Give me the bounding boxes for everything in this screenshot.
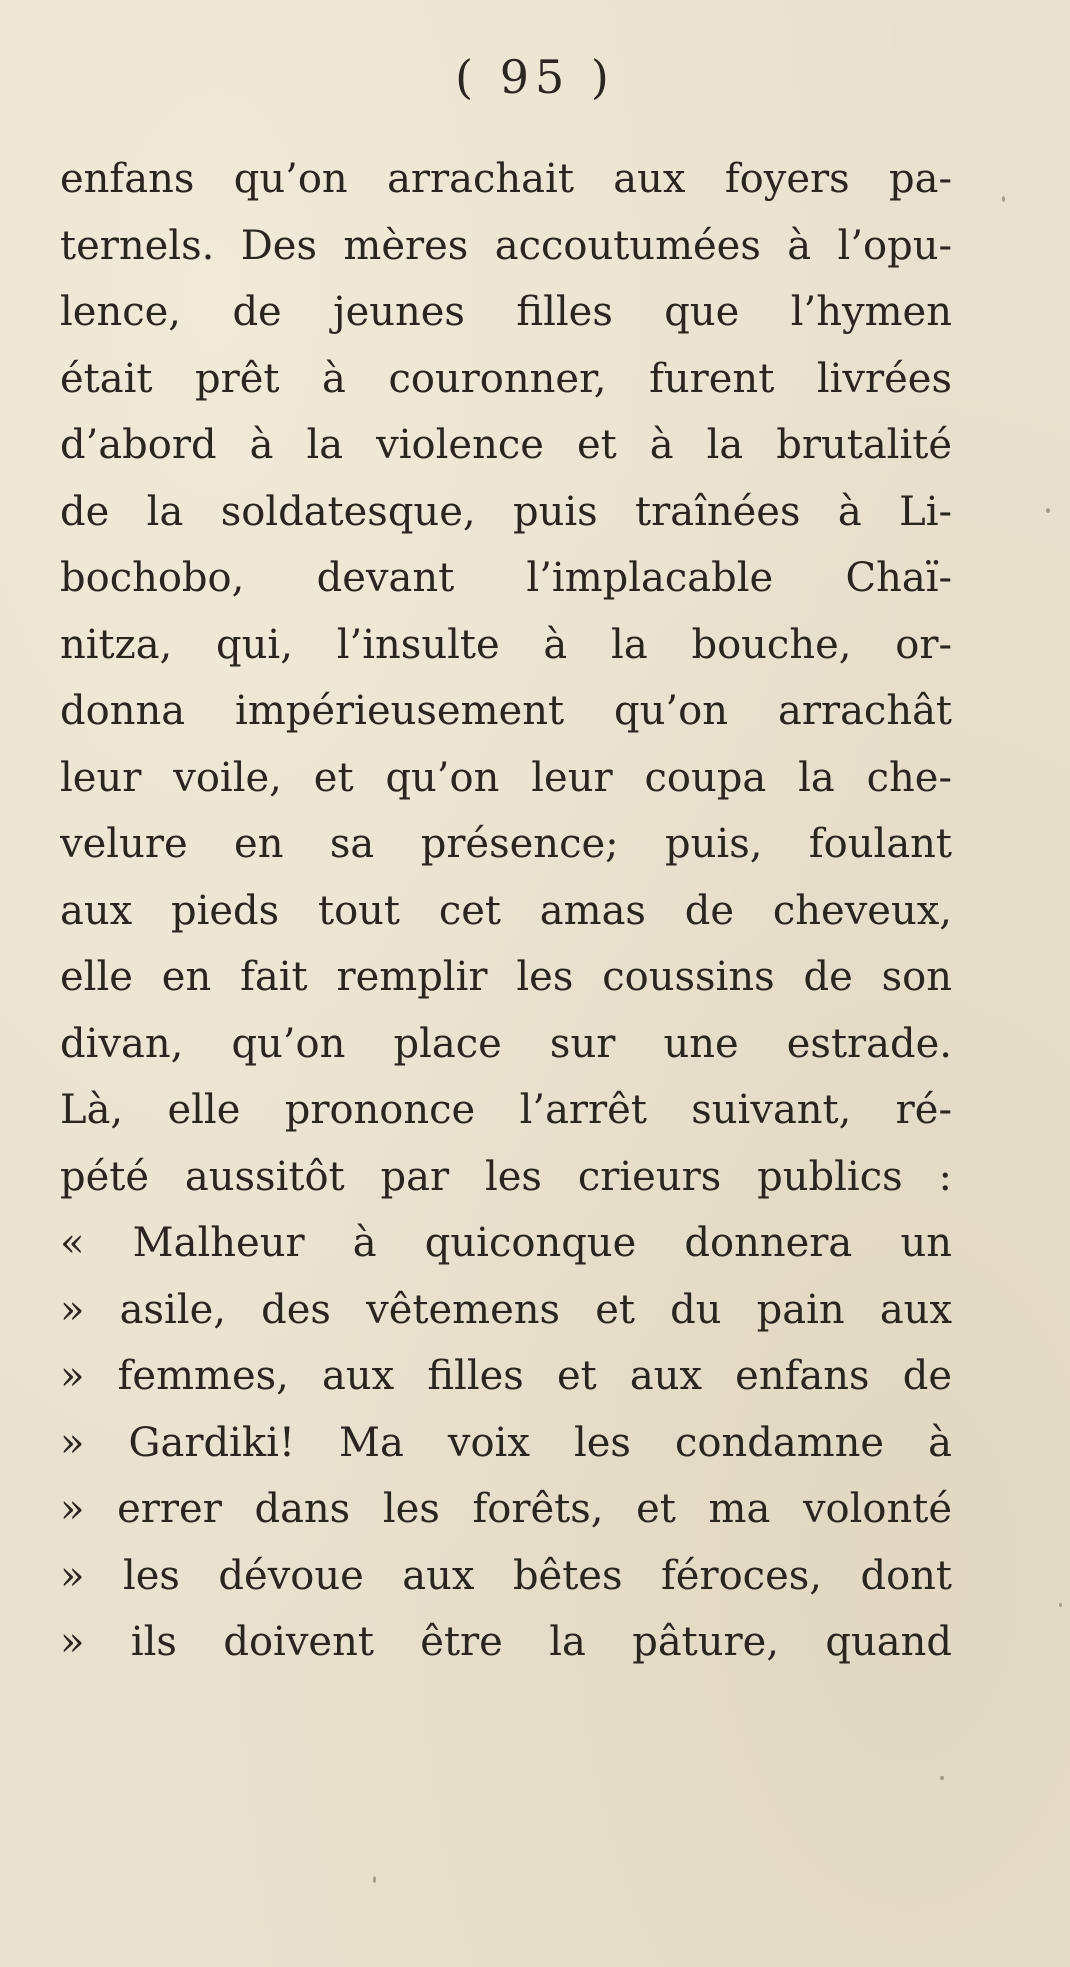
text-line: ternels. Des mères accoutumées à l’opu- (60, 222, 952, 269)
text-line: divan, qu’on place sur une estrade. (60, 1020, 952, 1067)
text-line: enfans qu’on arrachait aux foyers pa- (60, 156, 952, 202)
page-number: ( 95 ) (455, 50, 615, 104)
text-line: » asile, des vêtemens et du pain aux (60, 1286, 952, 1333)
text-line: » femmes, aux filles et aux enfans de (60, 1353, 952, 1399)
text-line: leur voile, et qu’on leur coupa la che- (60, 754, 952, 801)
text-line: était prêt à couronner, furent livrées (60, 355, 952, 402)
paper-speck (373, 1876, 376, 1883)
text-line: lence, de jeunes filles que l’hymen (60, 289, 952, 335)
text-line: » les dévoue aux bêtes féroces, dont (60, 1552, 952, 1599)
text-line: » Gardiki! Ma voix les condamne à (60, 1419, 952, 1466)
text-line: » ils doivent être la pâture, quand (60, 1619, 952, 1665)
body-text (60, 146, 952, 1676)
text-line: Là, elle prononce l’arrêt suivant, ré- (60, 1087, 952, 1133)
text-line: donna impérieusement qu’on arrachât (60, 688, 952, 734)
paper-speck (1002, 196, 1005, 202)
text-line: de la soldatesque, puis traînées à Li- (60, 488, 952, 535)
text-line: velure en sa présence; puis, foulant (60, 821, 952, 867)
text-line: pété aussitôt par les crieurs publics : (60, 1153, 952, 1200)
paper-speck (1046, 508, 1050, 513)
text-line: bochobo, devant l’implacable Chaï- (60, 555, 952, 601)
text-line: nitza, qui, l’insulte à la bouche, or- (60, 621, 952, 668)
text-line: « Malheur à quiconque donnera un (60, 1220, 952, 1266)
text-line: d’abord à la violence et à la brutalité (60, 422, 952, 468)
text-line: aux pieds tout cet amas de cheveux, (60, 887, 952, 934)
paper-speck (1059, 1603, 1062, 1607)
text-line: » errer dans les forêts, et ma volonté (60, 1486, 952, 1532)
paper-speck (940, 1776, 944, 1780)
text-line: elle en fait remplir les coussins de son (60, 954, 952, 1000)
